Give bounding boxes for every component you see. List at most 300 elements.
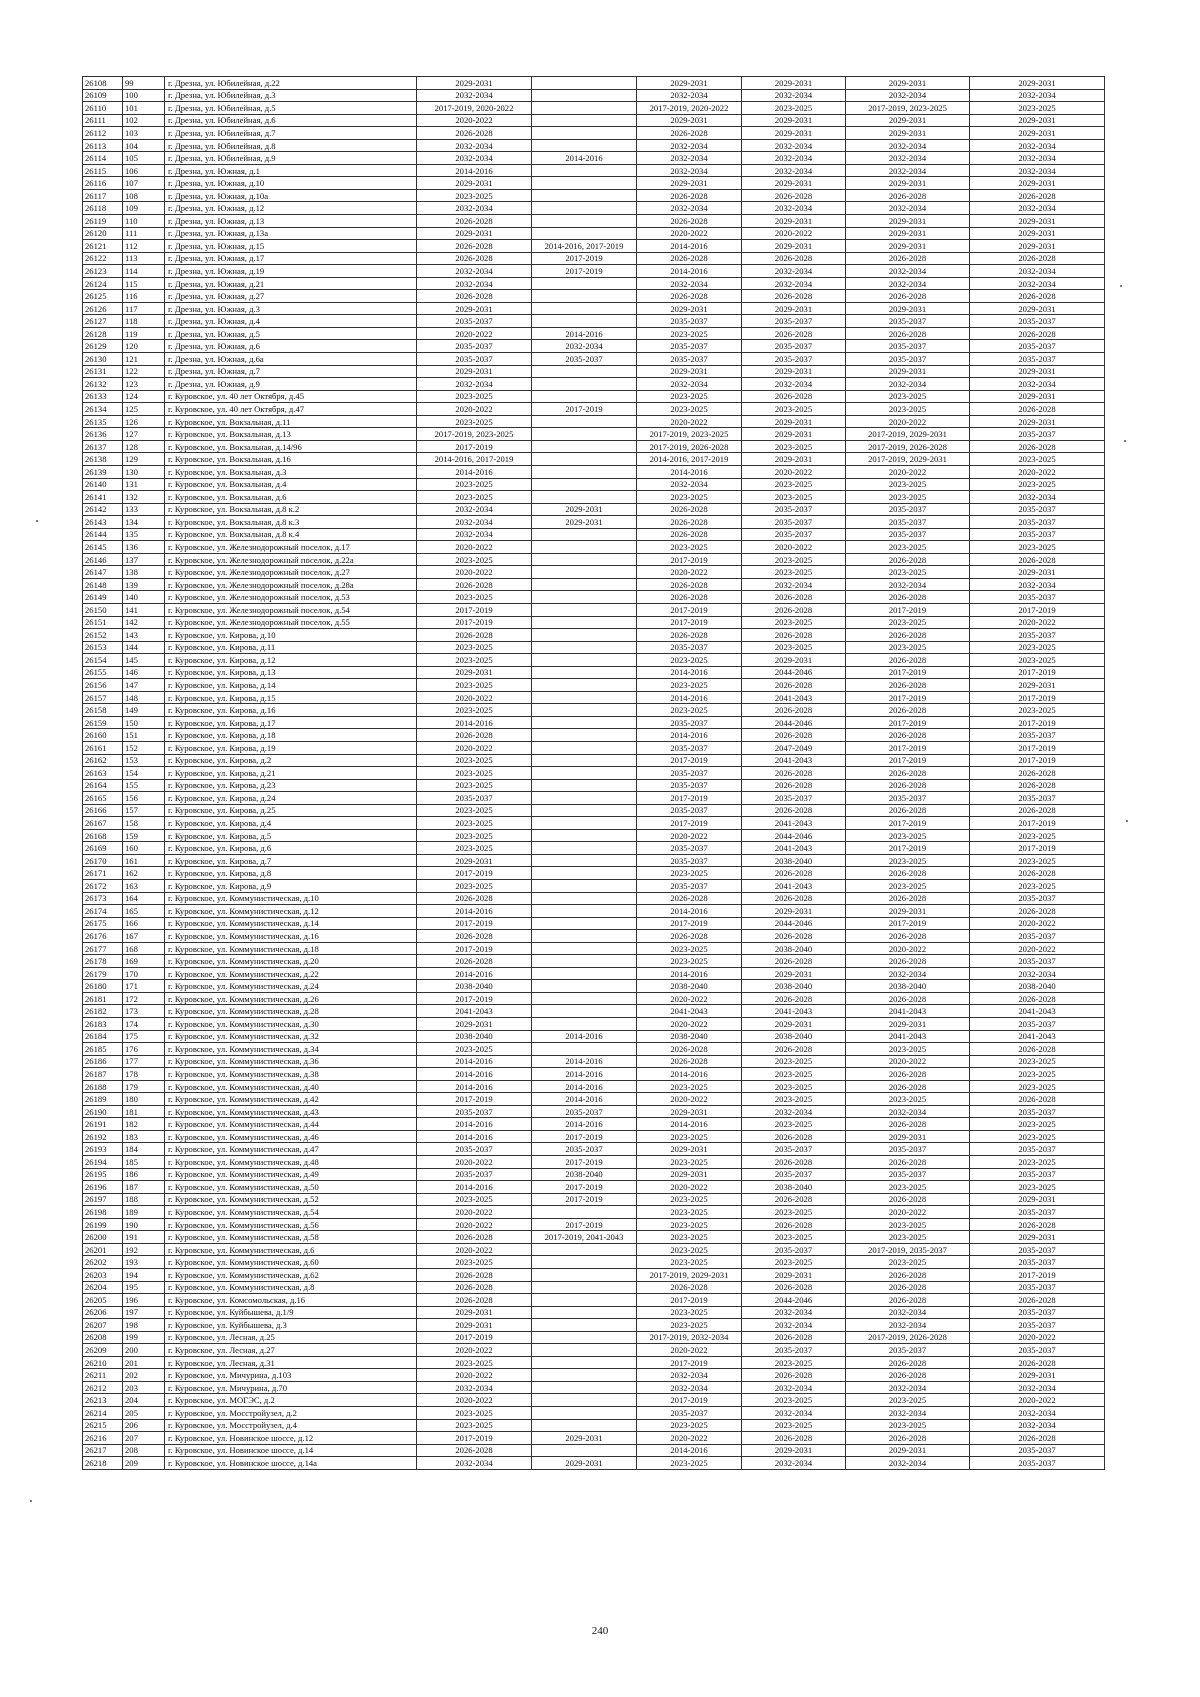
table-row (83, 829, 1105, 842)
table-cell: 26195 (83, 1168, 123, 1181)
table-cell: 2026-2028 (970, 327, 1105, 340)
table-cell: 2026-2028 (637, 215, 742, 228)
table-cell: 2026-2028 (846, 1156, 970, 1169)
table-cell: 169 (123, 955, 165, 968)
table-cell (532, 390, 637, 403)
table-cell (532, 679, 637, 692)
table-cell: 26126 (83, 302, 123, 315)
table-cell: 26178 (83, 955, 123, 968)
table-row (83, 465, 1105, 478)
table-cell: 2032-2034 (970, 202, 1105, 215)
table-cell: 2026-2028 (846, 553, 970, 566)
table-cell: 2035-2037 (846, 1143, 970, 1156)
table-cell: 156 (123, 792, 165, 805)
table-cell: 119 (123, 327, 165, 340)
table-cell: г. Куровское, ул. Кирова, д.6 (165, 842, 417, 855)
table-cell: г. Дрезна, ул. Южная, д.9 (165, 378, 417, 391)
table-cell: 2017-2019, 2032-2034 (637, 1331, 742, 1344)
table-cell: 178 (123, 1068, 165, 1081)
table-cell: 26139 (83, 465, 123, 478)
table-cell: 2032-2034 (970, 1419, 1105, 1432)
table-cell (532, 1256, 637, 1269)
table-row (83, 1043, 1105, 1056)
table-cell (532, 1206, 637, 1219)
table-cell: г. Куровское, ул. Коммунистическая, д.58 (165, 1231, 417, 1244)
table-cell: г. Куровское, ул. Новинское шоссе, д.12 (165, 1432, 417, 1445)
table-cell: г. Куровское, ул. Лесная, д.31 (165, 1356, 417, 1369)
table-row (83, 578, 1105, 591)
table-cell: 2029-2031 (970, 127, 1105, 140)
table-cell: 2026-2028 (742, 992, 846, 1005)
table-cell: г. Куровское, ул. Лесная, д.25 (165, 1331, 417, 1344)
table-cell: 2029-2031 (846, 905, 970, 918)
table-cell: 2017-2019 (846, 716, 970, 729)
table-cell: 2026-2028 (637, 591, 742, 604)
table-cell: 2029-2031 (637, 1143, 742, 1156)
table-cell: 2023-2025 (846, 1256, 970, 1269)
table-cell: 2020-2022 (637, 1432, 742, 1445)
table-cell: 2017-2019 (417, 616, 532, 629)
table-cell: 2023-2025 (637, 867, 742, 880)
table-row (83, 679, 1105, 692)
table-cell: 2026-2028 (417, 127, 532, 140)
table-cell: 2017-2019 (970, 603, 1105, 616)
table-cell: 26188 (83, 1080, 123, 1093)
table-cell: г. Куровское, ул. Куйбышева, д.1/9 (165, 1306, 417, 1319)
table-row (83, 290, 1105, 303)
table-cell: 2026-2028 (970, 553, 1105, 566)
table-cell: 2035-2037 (970, 528, 1105, 541)
table-cell: 26198 (83, 1206, 123, 1219)
table-cell: 2014-2016 (417, 905, 532, 918)
table-cell: 154 (123, 767, 165, 780)
table-cell: 26177 (83, 942, 123, 955)
table-cell (532, 1043, 637, 1056)
table-cell: г. Куровское, ул. Лесная, д.27 (165, 1344, 417, 1357)
table-cell: 2029-2031 (417, 854, 532, 867)
table-row (83, 541, 1105, 554)
table-cell: 2032-2034 (417, 378, 532, 391)
table-cell: 2041-2043 (970, 1005, 1105, 1018)
table-cell: 2026-2028 (846, 1080, 970, 1093)
table-cell (532, 215, 637, 228)
table-row (83, 1018, 1105, 1031)
table-cell: 202 (123, 1369, 165, 1382)
table-cell (532, 704, 637, 717)
table-cell: 2026-2028 (846, 892, 970, 905)
table-cell: 2041-2043 (970, 1030, 1105, 1043)
table-cell: г. Дрезна, ул. Юбилейная, д.6 (165, 114, 417, 127)
table-cell: 2023-2025 (970, 1080, 1105, 1093)
table-cell: 2032-2034 (742, 202, 846, 215)
table-cell: 198 (123, 1319, 165, 1332)
table-cell: 2023-2025 (742, 1356, 846, 1369)
table-cell: 2017-2019 (417, 992, 532, 1005)
table-cell: г. Куровское, ул. Коммунистическая, д.36 (165, 1055, 417, 1068)
scan-speck (1124, 440, 1126, 442)
table-cell: г. Куровское, ул. Коммунистическая, д.8 (165, 1281, 417, 1294)
table-row (83, 1256, 1105, 1269)
table-cell (532, 591, 637, 604)
table-cell: 26153 (83, 641, 123, 654)
table-cell: 26150 (83, 603, 123, 616)
table-cell: 2026-2028 (742, 390, 846, 403)
table-cell: 145 (123, 654, 165, 667)
table-cell: 2017-2019 (417, 867, 532, 880)
table-cell: 2017-2019, 2020-2022 (637, 102, 742, 115)
table-cell: г. Дрезна, ул. Южная, д.21 (165, 277, 417, 290)
table-cell: 26210 (83, 1356, 123, 1369)
table-cell: 26168 (83, 829, 123, 842)
table-cell: 26170 (83, 854, 123, 867)
table-cell (532, 77, 637, 90)
table-cell: г. Куровское, ул. Кирова, д.13 (165, 666, 417, 679)
table-cell: г. Куровское, ул. Коммунистическая, д.44 (165, 1118, 417, 1131)
table-cell: 2017-2019 (417, 440, 532, 453)
table-cell: 2029-2031 (532, 1457, 637, 1470)
table-cell: 2029-2031 (742, 127, 846, 140)
table-row (83, 629, 1105, 642)
table-cell: 2038-2040 (742, 854, 846, 867)
table-cell: 2017-2019 (637, 1394, 742, 1407)
table-cell: г. Куровское, ул. Вокзальная, д.3 (165, 465, 417, 478)
table-cell: 2026-2028 (637, 1055, 742, 1068)
table-cell: 2020-2022 (970, 1394, 1105, 1407)
table-cell: 2026-2028 (417, 629, 532, 642)
table-cell: 2026-2028 (417, 1281, 532, 1294)
table-cell: 2023-2025 (742, 1068, 846, 1081)
table-cell: 2041-2043 (417, 1005, 532, 1018)
table-cell (532, 716, 637, 729)
table-cell: 2035-2037 (742, 1344, 846, 1357)
table-cell: 2020-2022 (970, 1331, 1105, 1344)
table-cell: 2032-2034 (970, 1381, 1105, 1394)
table-cell: 26109 (83, 89, 123, 102)
table-cell (532, 955, 637, 968)
table-cell: 118 (123, 315, 165, 328)
table-cell: г. Куровское, ул. Коммунистическая, д.6 (165, 1243, 417, 1256)
table-cell: 2023-2025 (846, 541, 970, 554)
table-row (83, 967, 1105, 980)
table-cell: 2029-2031 (970, 227, 1105, 240)
table-cell: 2020-2022 (417, 1156, 532, 1169)
table-cell: г. Куровское, ул. Железнодорожный поселок, д.22а (165, 553, 417, 566)
table-cell: 2020-2022 (742, 227, 846, 240)
table-cell: 2023-2025 (970, 1156, 1105, 1169)
table-cell: 2014-2016 (637, 666, 742, 679)
table-cell: 207 (123, 1432, 165, 1445)
table-cell: 26130 (83, 353, 123, 366)
table-cell: 2026-2028 (846, 654, 970, 667)
table-cell: 2014-2016 (532, 327, 637, 340)
table-cell: 2023-2025 (417, 390, 532, 403)
table-cell: 185 (123, 1156, 165, 1169)
table-cell: 2029-2031 (846, 1444, 970, 1457)
table-cell: 26218 (83, 1457, 123, 1470)
table-cell: 151 (123, 729, 165, 742)
table-cell: 2026-2028 (637, 1043, 742, 1056)
table-cell (532, 1005, 637, 1018)
table-cell: 2017-2019 (417, 603, 532, 616)
table-cell: 26206 (83, 1306, 123, 1319)
table-cell: 166 (123, 917, 165, 930)
table-cell (532, 616, 637, 629)
table-cell: 2026-2028 (637, 1281, 742, 1294)
table-row (83, 1294, 1105, 1307)
table-cell: 2023-2025 (846, 880, 970, 893)
table-cell: 2029-2031 (417, 77, 532, 90)
table-cell: г. Куровское, ул. Вокзальная, д.14/96 (165, 440, 417, 453)
table-row (83, 1432, 1105, 1445)
table-row (83, 302, 1105, 315)
table-cell: 180 (123, 1093, 165, 1106)
table-cell: 2023-2025 (417, 189, 532, 202)
table-cell (532, 202, 637, 215)
table-cell: 2023-2025 (742, 440, 846, 453)
table-cell: 2035-2037 (637, 641, 742, 654)
table-cell: 2035-2037 (970, 1105, 1105, 1118)
table-row (83, 252, 1105, 265)
table-cell: 2026-2028 (742, 603, 846, 616)
table-cell: 2026-2028 (742, 955, 846, 968)
table-cell: 140 (123, 591, 165, 604)
table-cell: 26141 (83, 491, 123, 504)
table-cell: 26213 (83, 1394, 123, 1407)
table-cell: 2017-2019 (637, 553, 742, 566)
table-cell: 197 (123, 1306, 165, 1319)
table-cell: 2032-2034 (742, 1319, 846, 1332)
table-cell: 2023-2025 (742, 1394, 846, 1407)
table-cell: 2023-2025 (417, 842, 532, 855)
table-cell: 26138 (83, 453, 123, 466)
table-cell: 162 (123, 867, 165, 880)
table-cell: 2023-2025 (417, 553, 532, 566)
table-cell: 2023-2025 (637, 1243, 742, 1256)
table-cell (532, 854, 637, 867)
table-cell: 26171 (83, 867, 123, 880)
table-cell: 205 (123, 1406, 165, 1419)
table-cell: 2023-2025 (742, 102, 846, 115)
table-cell: 26113 (83, 139, 123, 152)
table-cell: 2023-2025 (846, 854, 970, 867)
table-cell: 26117 (83, 189, 123, 202)
table-cell: 2023-2025 (637, 491, 742, 504)
table-cell: 2026-2028 (417, 729, 532, 742)
table-cell: г. Куровское, ул. Кирова, д.11 (165, 641, 417, 654)
table-cell: 2029-2031 (417, 302, 532, 315)
table-cell: 2020-2022 (417, 1344, 532, 1357)
table-row (83, 1306, 1105, 1319)
table-cell: 2017-2019, 2023-2025 (637, 428, 742, 441)
table-cell: 122 (123, 365, 165, 378)
table-cell: 2032-2034 (417, 265, 532, 278)
table-row (83, 277, 1105, 290)
table-cell: 168 (123, 942, 165, 955)
table-cell: 2017-2019 (532, 1156, 637, 1169)
table-row (83, 265, 1105, 278)
table-row (83, 905, 1105, 918)
table-cell: 26114 (83, 152, 123, 165)
table-cell: 130 (123, 465, 165, 478)
table-cell (532, 666, 637, 679)
table-row (83, 741, 1105, 754)
table-cell: 125 (123, 403, 165, 416)
table-cell (532, 867, 637, 880)
table-cell: 2014-2016 (637, 905, 742, 918)
table-cell: 101 (123, 102, 165, 115)
table-cell: 2029-2031 (742, 240, 846, 253)
table-cell: 2014-2016 (417, 164, 532, 177)
table-cell: 2032-2034 (637, 1369, 742, 1382)
table-cell: г. Куровское, ул. Кирова, д.10 (165, 629, 417, 642)
table-cell (532, 1331, 637, 1344)
table-cell: г. Куровское, ул. Коммунистическая, д.26 (165, 992, 417, 1005)
table-cell: 26175 (83, 917, 123, 930)
table-cell: г. Куровское, ул. Коммунистическая, д.24 (165, 980, 417, 993)
table-cell: г. Куровское, ул. 40 лет Октября, д.47 (165, 403, 417, 416)
table-cell: 2035-2037 (970, 892, 1105, 905)
table-cell: 2023-2025 (742, 403, 846, 416)
table-cell: 167 (123, 930, 165, 943)
table-cell: 2023-2025 (417, 641, 532, 654)
table-cell: 2026-2028 (846, 327, 970, 340)
table-cell: 2035-2037 (970, 591, 1105, 604)
table-cell: г. Куровское, ул. Вокзальная, д.8 к.4 (165, 528, 417, 541)
table-cell (532, 641, 637, 654)
table-cell: 2023-2025 (417, 1356, 532, 1369)
table-cell: 2035-2037 (742, 1243, 846, 1256)
table-cell: г. Куровское, ул. Железнодорожный поселок, д.55 (165, 616, 417, 629)
table-cell: 2017-2019 (970, 1268, 1105, 1281)
table-cell: 2035-2037 (970, 1143, 1105, 1156)
table-cell: 2044-2046 (742, 917, 846, 930)
table-row (83, 1381, 1105, 1394)
table-cell: г. Дрезна, ул. Южная, д.10 (165, 177, 417, 190)
table-cell: 26185 (83, 1043, 123, 1056)
table-cell: 2038-2040 (532, 1168, 637, 1181)
table-cell: 2023-2025 (846, 1231, 970, 1244)
table-row (83, 102, 1105, 115)
table-cell: 26116 (83, 177, 123, 190)
table-row (83, 516, 1105, 529)
table-cell: 26184 (83, 1030, 123, 1043)
table-cell: 2029-2031 (742, 967, 846, 980)
table-row (83, 1268, 1105, 1281)
table-cell (532, 415, 637, 428)
table-cell: 2023-2025 (417, 767, 532, 780)
table-cell: 2035-2037 (637, 716, 742, 729)
table-cell: 2029-2031 (846, 127, 970, 140)
table-cell: 2035-2037 (970, 629, 1105, 642)
table-cell: 2029-2031 (417, 227, 532, 240)
table-cell: 2023-2025 (742, 1419, 846, 1432)
table-cell: 170 (123, 967, 165, 980)
table-cell: 2023-2025 (742, 478, 846, 491)
table-cell: 2023-2025 (637, 679, 742, 692)
table-cell: 2017-2019 (417, 917, 532, 930)
table-cell (532, 892, 637, 905)
table-cell: 2044-2046 (742, 666, 846, 679)
scan-speck (36, 520, 38, 522)
table-cell: 2023-2025 (637, 541, 742, 554)
table-cell: 2026-2028 (742, 767, 846, 780)
table-cell: 203 (123, 1381, 165, 1394)
table-cell: 2026-2028 (970, 767, 1105, 780)
table-cell: 2035-2037 (637, 340, 742, 353)
table-cell: г. Куровское, ул. Куйбышева, д.3 (165, 1319, 417, 1332)
table-row (83, 729, 1105, 742)
table-cell: 2035-2037 (970, 1018, 1105, 1031)
table-cell: 2023-2025 (970, 880, 1105, 893)
table-cell: 181 (123, 1105, 165, 1118)
table-cell: 2029-2031 (846, 215, 970, 228)
table-cell: 2035-2037 (970, 955, 1105, 968)
table-cell: 2023-2025 (637, 390, 742, 403)
table-row (83, 77, 1105, 90)
table-cell: 26151 (83, 616, 123, 629)
table-cell: 2017-2019 (637, 754, 742, 767)
table-cell: 2032-2034 (417, 528, 532, 541)
table-cell: 2032-2034 (742, 164, 846, 177)
table-cell: г. Куровское, ул. Кирова, д.17 (165, 716, 417, 729)
table-cell: 2041-2043 (846, 1005, 970, 1018)
table-cell: 2023-2025 (742, 1118, 846, 1131)
table-cell: 2026-2028 (742, 629, 846, 642)
table-cell: 2032-2034 (846, 164, 970, 177)
table-row (83, 1319, 1105, 1332)
table-cell: 2026-2028 (742, 1281, 846, 1294)
table-cell: 2026-2028 (846, 189, 970, 202)
table-cell: 2014-2016 (417, 1068, 532, 1081)
table-cell: 2014-2016 (532, 1080, 637, 1093)
table-cell: 2026-2028 (970, 1432, 1105, 1445)
table-cell: г. Куровское, ул. Комсомольская, д.16 (165, 1294, 417, 1307)
table-cell: 2035-2037 (970, 1457, 1105, 1470)
table-cell: 2035-2037 (970, 729, 1105, 742)
table-row (83, 1444, 1105, 1457)
table-cell: 2026-2028 (970, 867, 1105, 880)
table-cell: г. Дрезна, ул. Южная, д.27 (165, 290, 417, 303)
table-cell: 26196 (83, 1181, 123, 1194)
table-cell: г. Куровское, ул. Коммунистическая, д.20 (165, 955, 417, 968)
table-cell: 2023-2025 (970, 1068, 1105, 1081)
table-cell: 2032-2034 (846, 139, 970, 152)
table-cell (532, 1369, 637, 1382)
table-cell: 2014-2016 (417, 967, 532, 980)
table-cell: 2029-2031 (417, 1319, 532, 1332)
table-body (83, 77, 1105, 1470)
table-cell: 26121 (83, 240, 123, 253)
table-cell: 2029-2031 (970, 679, 1105, 692)
table-cell: 201 (123, 1356, 165, 1369)
table-cell: 2029-2031 (742, 114, 846, 127)
table-row (83, 503, 1105, 516)
table-cell: 2035-2037 (970, 1319, 1105, 1332)
table-cell: 2035-2037 (846, 792, 970, 805)
table-row (83, 139, 1105, 152)
table-row (83, 1168, 1105, 1181)
table-row (83, 227, 1105, 240)
table-cell: 2026-2028 (417, 578, 532, 591)
table-cell: 26157 (83, 691, 123, 704)
table-cell: 2023-2025 (970, 1118, 1105, 1131)
table-cell: 2023-2025 (637, 327, 742, 340)
table-row (83, 1030, 1105, 1043)
table-row (83, 691, 1105, 704)
table-cell: 2044-2046 (742, 829, 846, 842)
table-row (83, 1218, 1105, 1231)
table-cell: 26120 (83, 227, 123, 240)
